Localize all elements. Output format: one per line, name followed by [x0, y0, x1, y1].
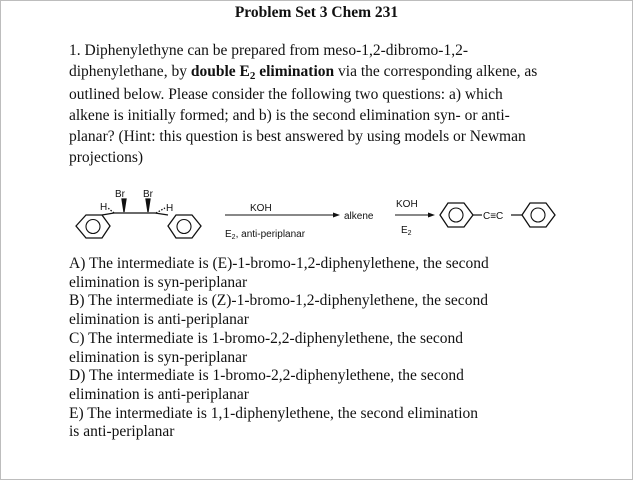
option-d[interactable]: D) The intermediate is 1-bromo-2,2-diphenylethene, the second elimination is anti-periplanar: [69, 367, 464, 403]
option-c[interactable]: C) The intermediate is 1-bromo-2,2-diphenylethene, the second elimination is syn-periplanar: [69, 329, 463, 366]
reagent1-bottom: $E_2$, anti-periplanar: [225, 229, 306, 241]
page-title: Problem Set 3 Chem 231: [234, 4, 399, 21]
reagent2-bottom: $E_2$: [401, 225, 412, 237]
product-phenyl-left: [440, 203, 473, 227]
ethane-backbone: [102, 199, 168, 215]
product-phenyl-right: [522, 203, 555, 227]
option-e[interactable]: E) The intermediate is 1,1-diphenylethene, the second elimination is anti-periplanar: [69, 404, 479, 441]
question-bold: double E2 elimination: [190, 63, 335, 82]
reagent2-top: KOH: [396, 199, 418, 210]
br-label-right: Br: [143, 189, 153, 200]
reaction-arrow-1: [225, 213, 340, 218]
question-intro: 1. Diphenylethyne can be prepared from meso-1,2-dibromo-1,2-diphenylethane, by: [69, 42, 468, 80]
br-label-left: Br: [115, 189, 125, 200]
answer-options: [69, 255, 549, 442]
option-b[interactable]: B) The intermediate is (Z)-1-bromo-1,2-diphenylethene, the second elimination is anti-periplanar: [69, 292, 488, 329]
option-a[interactable]: A) The intermediate is (E)-1-bromo-1,2-diphenylethene, the second elimination is syn-periplanar: [69, 255, 489, 291]
product-triple-bond: C≡C: [483, 211, 504, 222]
question-rest: via the corresponding alkene, as outlined below. Please consider the following two questions: a) which alkene is initially formed; and b) is the second elimination syn- or anti-planar? (Hint: this question is best answered by using models or Newman projections): [69, 63, 538, 166]
phenyl-ring-left: [76, 215, 110, 238]
question-text: [69, 40, 539, 168]
reaction-scheme: [62, 186, 582, 256]
h-label-left: H: [100, 202, 108, 213]
intermediate-label: alkene: [344, 211, 374, 222]
reagent1-top: KOH: [250, 203, 272, 214]
reaction-arrow-2: [395, 213, 435, 218]
h-label-right: H: [166, 203, 174, 214]
phenyl-ring-right: [168, 215, 201, 238]
